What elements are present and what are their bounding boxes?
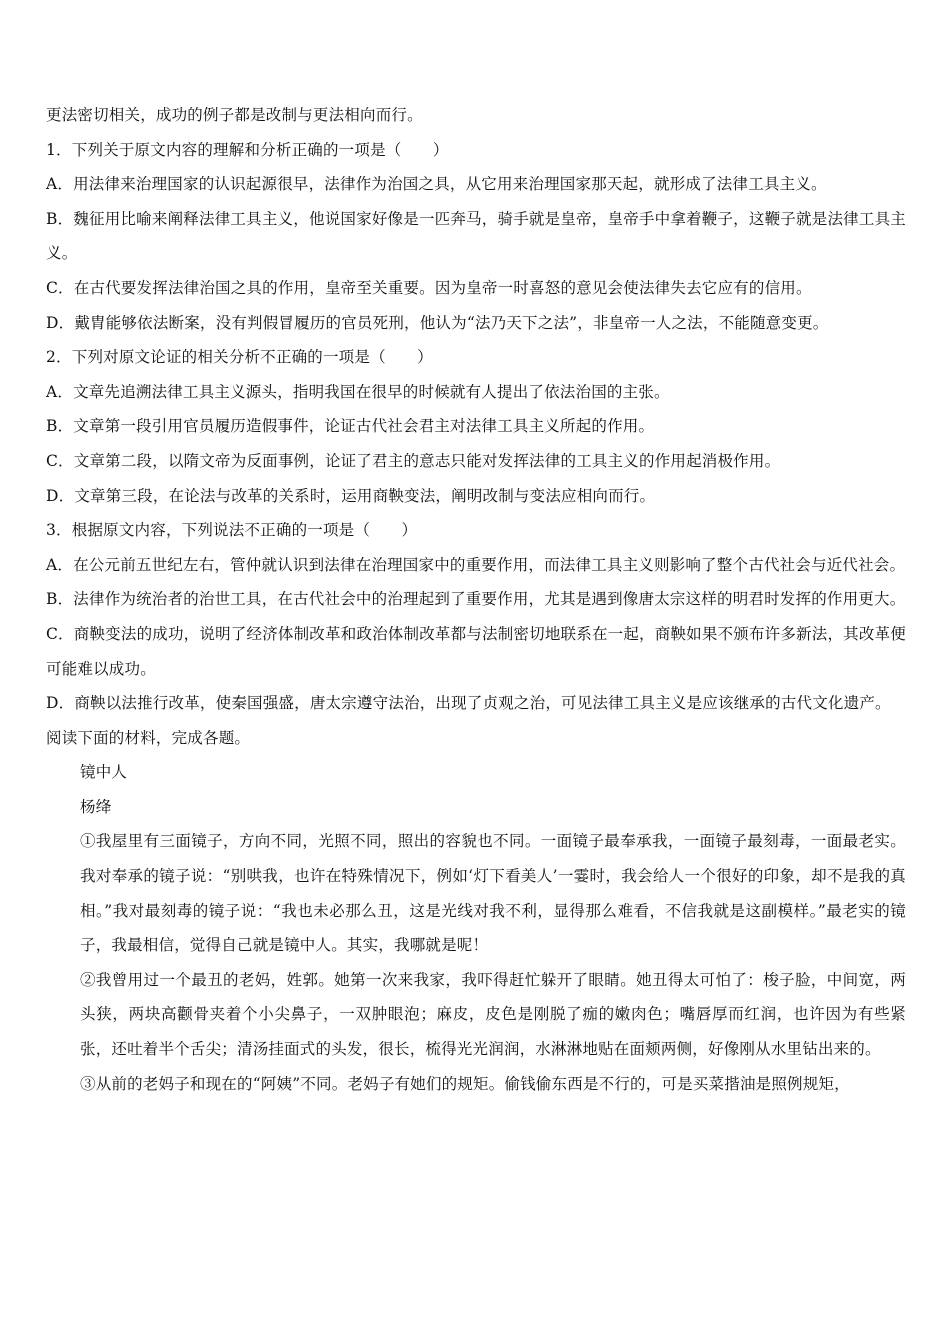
continuation-line: 更法密切相关，成功的例子都是改制与更法相向而行。 bbox=[46, 106, 423, 124]
reading-instruction: 阅读下面的材料，完成各题。 bbox=[46, 728, 251, 747]
question-1 bbox=[46, 133, 906, 341]
question-2-option-b: B．文章第一段引用官员履历造假事件，论证古代社会君主对法律工具主义所起的作用。 bbox=[46, 417, 655, 436]
reading-title: 镜中人 bbox=[80, 763, 128, 782]
question-1-option-a: A．用法律来治理国家的认识起源很早，法律作为治国之具，从它用来治理国家那天起，就形成了法律工具主义。 bbox=[46, 175, 827, 194]
question-1-option-d: D．戴胄能够依法断案，没有判假冒履历的官员死刑，他认为“法乃天下之法”，非皇帝一人之法，不能随意变更。 bbox=[46, 313, 829, 332]
reading-paragraph-2: ②我曾用过一个最丑的老妈，姓郭。她第一次来我家，我吓得赶忙躲开了眼睛。她丑得太可怕了：梭子脸，中间宽，两头狭，两块高颧骨夹着个小尖鼻子，一双肿眼泡；麻皮，皮色是刚脱了痂的嫩肉色；嘴唇厚而红润，也许因为有些紧张，还吐着半个舌尖；清汤挂面式的头发，很长，梳得光光润润，水淋淋地贴在面颊两侧，好像刚从水里钻出来的。 bbox=[80, 970, 906, 1059]
reading-author: 杨绛 bbox=[80, 797, 112, 816]
question-1-option-b: B．魏征用比喻来阐释法律工具主义，他说国家好像是一匹奔马，骑手就是皇帝，皇帝手中拿着鞭子，这鞭子就是法律工具主义。 bbox=[46, 209, 906, 263]
question-3-option-d: D．商鞅以法推行改革，使秦国强盛，唐太宗遵守法治，出现了贞观之治，可见法律工具主义是应该继承的古代文化遗产。 bbox=[46, 694, 891, 713]
reading-material bbox=[46, 721, 906, 1102]
question-2-stem: 2．下列对原文论证的相关分析不正确的一项是（ ） bbox=[46, 348, 433, 367]
question-2-option-c: C．文章第二段，以隋文帝为反面事例，论证了君主的意志只能对发挥法律的工具主义的作用起消极作用。 bbox=[46, 451, 781, 470]
question-2-option-d: D．文章第三段，在论法与改革的关系时，运用商鞅变法，阐明改制与变法应相向而行。 bbox=[46, 486, 656, 505]
question-1-stem: 1．下列关于原文内容的理解和分析正确的一项是（ ） bbox=[46, 140, 449, 159]
question-3 bbox=[46, 513, 906, 721]
reading-paragraph-3: ③从前的老妈子和现在的“阿姨”不同。老妈子有她们的规矩。偷钱偷东西是不行的，可是买菜揩油是照例规矩， bbox=[80, 1074, 850, 1093]
reading-paragraph-1: ①我屋里有三面镜子，方向不同，光照不同，照出的容貌也不同。一面镜子最奉承我，一面镜子最刻毒，一面最老实。我对奉承的镜子说：“别哄我，也许在特殊情况下，例如‘灯下看美人’一霎时，我会给人一个很好的印象，却不是我的真相。”我对最刻毒的镜子说：“我也未必那么丑，这是光线对我不利，显得那么难看，不信我就是这副模样。”最老实的镜子，我最相信，觉得自己就是镜中人。其实，我哪就是呢！ bbox=[80, 832, 906, 955]
question-2-option-a: A．文章先追溯法律工具主义源头，指明我国在很早的时候就有人提出了依法治国的主张。 bbox=[46, 382, 670, 401]
question-3-stem: 3．根据原文内容，下列说法不正确的一项是（ ） bbox=[46, 521, 418, 540]
question-2 bbox=[46, 340, 906, 513]
question-1-option-c: C．在古代要发挥法律治国之具的作用，皇帝至关重要。因为皇帝一时喜怒的意见会使法律失去它应有的信用。 bbox=[46, 278, 812, 297]
question-3-option-c: C．商鞅变法的成功，说明了经济体制改革和政治体制改革都与法制密切地联系在一起，商鞅如果不颁布许多新法，其改革便可能难以成功。 bbox=[46, 624, 906, 678]
question-3-option-b: B．法律作为统治者的治世工具，在古代社会中的治理起到了重要作用，尤其是遇到像唐太宗这样的明君时发挥的作用更大。 bbox=[46, 590, 906, 609]
question-3-option-a: A．在公元前五世纪左右，管仲就认识到法律在治理国家中的重要作用，而法律工具主义则影响了整个古代社会与近代社会。 bbox=[46, 555, 906, 574]
document-body bbox=[46, 98, 906, 1101]
